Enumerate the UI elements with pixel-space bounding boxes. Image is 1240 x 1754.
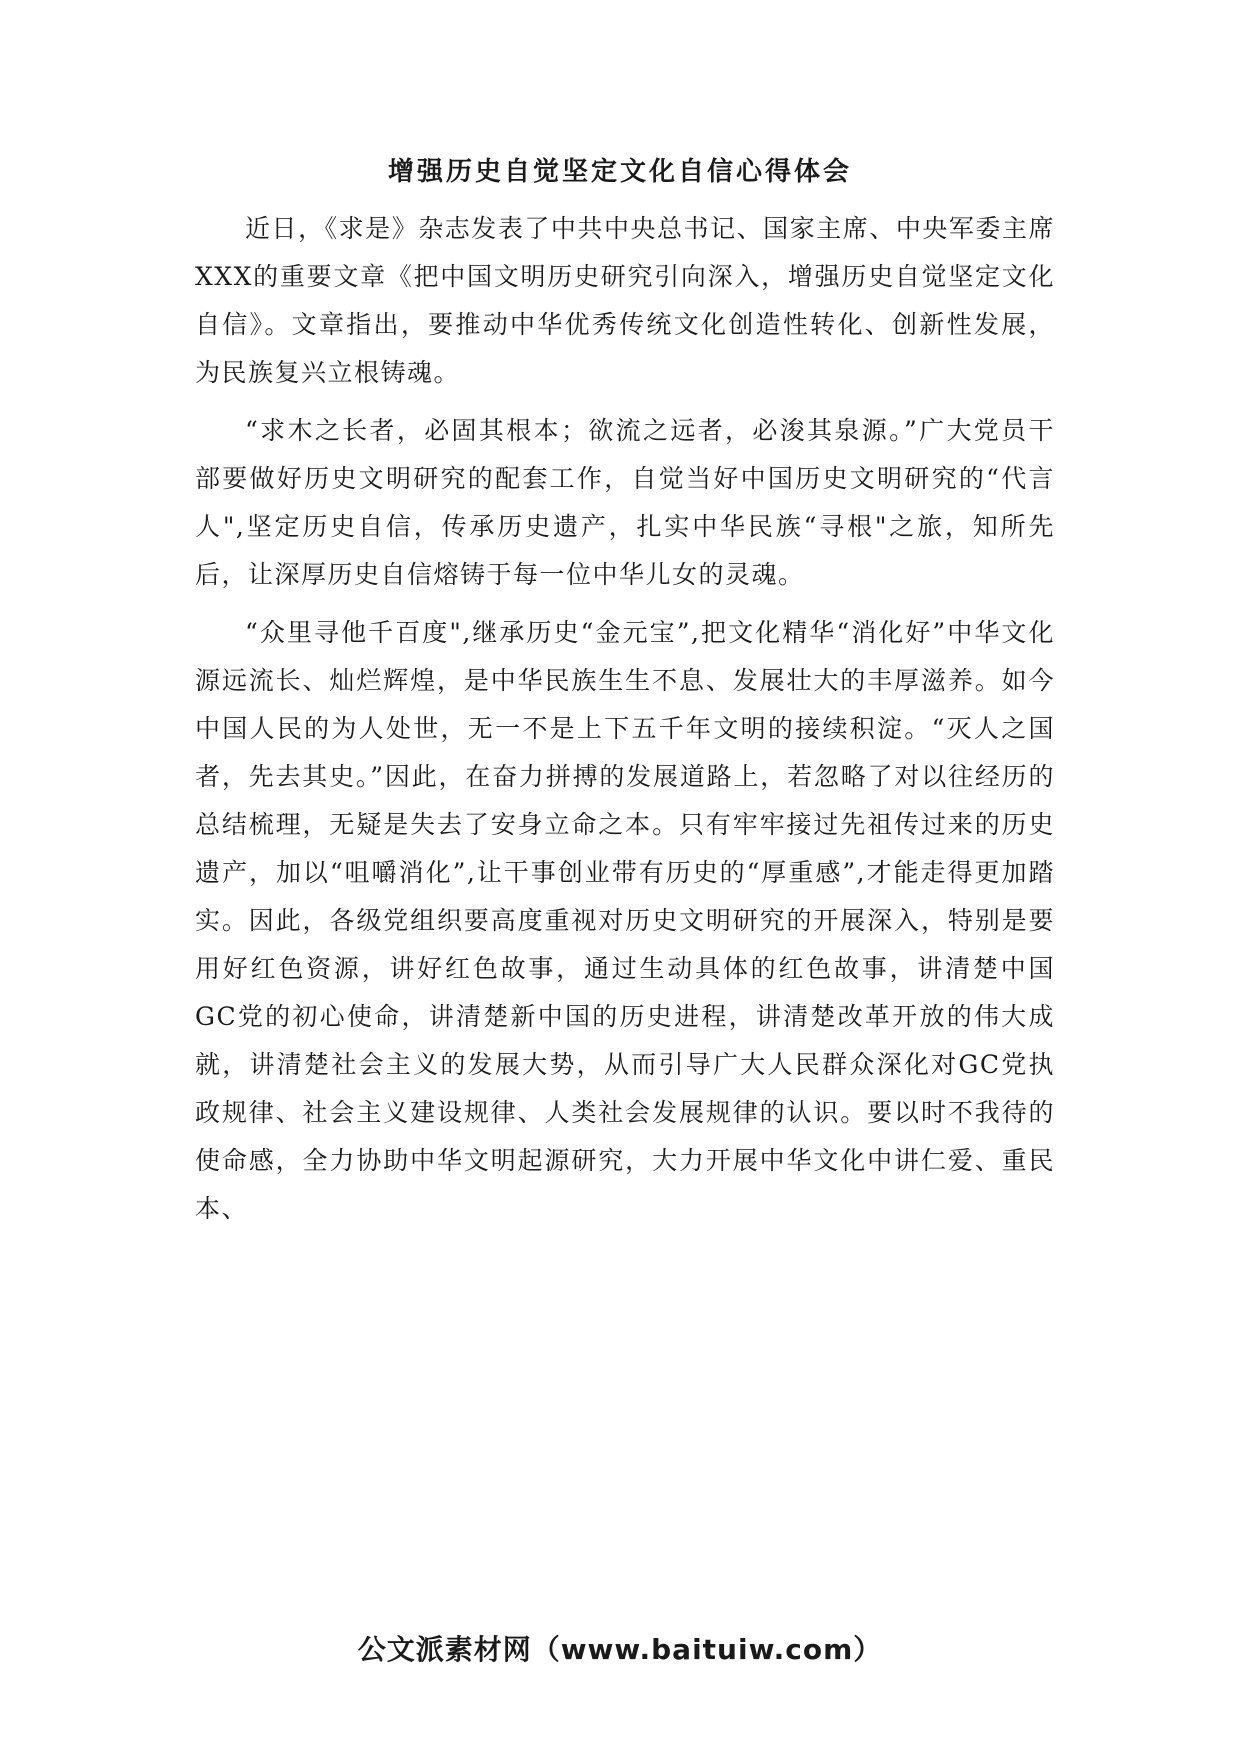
document-title: 增强历史自觉坚定文化自信心得体会	[387, 157, 852, 187]
footer-watermark: 公文派素材网（www.baituiw.com）	[357, 1633, 883, 1666]
document-body	[195, 205, 1055, 1233]
paragraph-2: “求木之长者，必固其根本；欲流之远者，必浚其泉源。”广大党员干部要做好历史文明研究的配套工作，自觉当好中国历史文明研究的“代言人",坚定历史自信，传承历史遗产，扎实中华民族“寻根"之旅，知所先后，让深厚历史自信熔铸于每一位中华儿女的灵魂。	[195, 416, 1055, 589]
paragraph-3: “众里寻他千百度",继承历史“金元宝”,把文化精华“消化好”中华文化源远流长、灿烂辉煌，是中华民族生生不息、发展壮大的丰厚滋养。如今中国人民的为人处世，无一不是上下五千年文明的接续积淀。“灭人之国者，先去其史。”因此，在奋力拼搏的发展道路上，若忽略了对以往经历的总结梳理，无疑是失去了安身立命之本。只有牢牢接过先祖传过来的历史遗产，加以“咀嚼消化”,让干事创业带有历史的“厚重感”,才能走得更加踏实。因此，各级党组织要高度重视对历史文明研究的开展深入，特别是要用好红色资源，讲好红色故事，通过生动具体的红色故事，讲清楚中国GC党的初心使命，讲清楚新中国的历史进程，讲清楚改革开放的伟大成就，讲清楚社会主义的发展大势，从而引导广大人民群众深化对GC党执政规律、社会主义建设规律、人类社会发展规律的认识。要以时不我待的使命感，全力协助中华文明起源研究，大力开展中华文化中讲仁爱、重民本、	[195, 618, 1055, 1223]
paragraph-1: 近日，《求是》杂志发表了中共中央总书记、国家主席、中央军委主席XXX的重要文章《把中国文明历史研究引向深入，增强历史自觉坚定文化自信》。文章指出，要推动中华优秀传统文化创造性转化、创新性发展，为民族复兴立根铸魂。	[195, 214, 1055, 387]
